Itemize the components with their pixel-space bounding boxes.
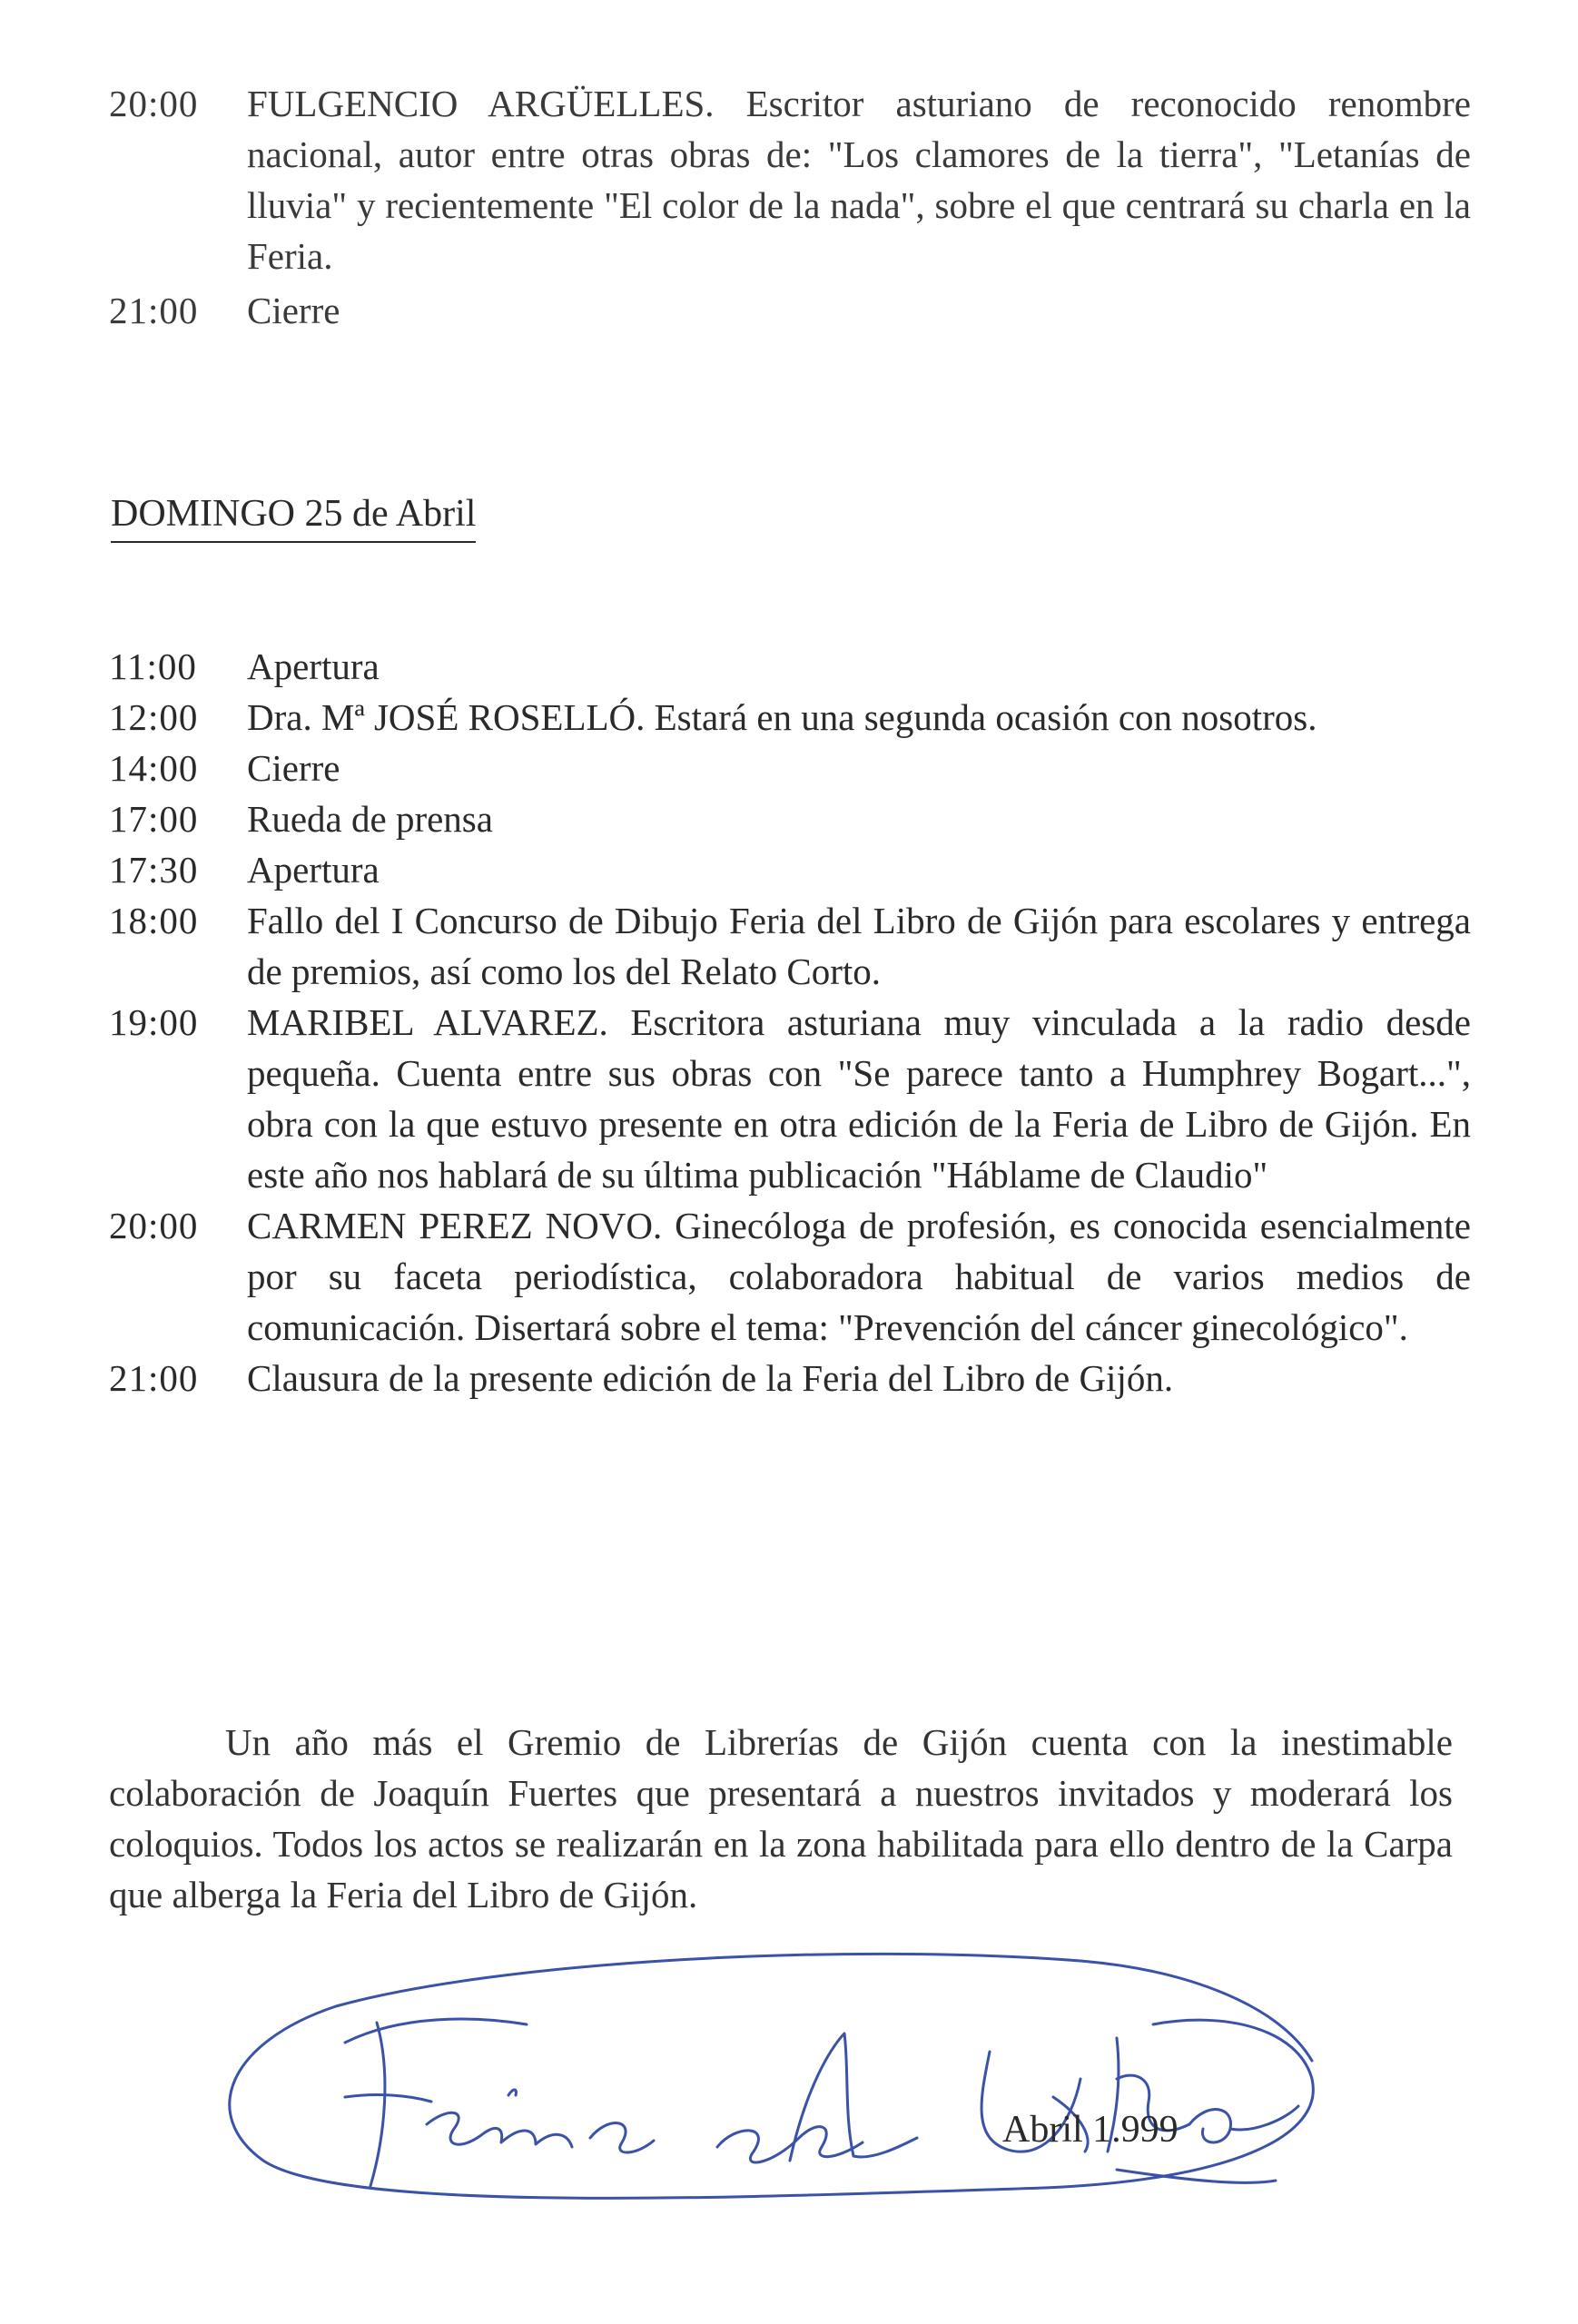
schedule-entry: [109, 1353, 1471, 1403]
entry-time: 21:00: [109, 1357, 199, 1399]
entry-time: 20:00: [109, 1205, 199, 1246]
entry-text: Rueda de prensa: [247, 798, 493, 840]
entry-time: 12:00: [109, 696, 199, 738]
schedule-entry: [109, 743, 1471, 793]
saturday-schedule: [109, 78, 1471, 336]
entry-text: Clausura de la presente edición de la Feria del Libro de Gijón.: [247, 1357, 1174, 1399]
entry-text: Fallo del I Concurso de Dibujo Feria del Libro de Gijón para escolares y entrega de premios, así como los del Relato Corto.: [247, 900, 1471, 992]
entry-text: MARIBEL ALVAREZ. Escritora asturiana muy vinculada a la radio desde pequeña. Cuenta entre sus obras con "Se parece tanto a Humphrey Bogart...", obra con la que estuvo presente en otra edición de la Feria de Libro de Gijón. En este año nos hablará de su última publicación "Háblame de Claudio": [247, 1001, 1471, 1196]
entry-time: 18:00: [109, 900, 199, 941]
entry-text: Cierre: [247, 747, 340, 789]
schedule-entry: [109, 78, 1471, 281]
entry-text: Cierre: [247, 290, 340, 331]
entry-time: 14:00: [109, 747, 199, 789]
schedule-entry: [109, 692, 1471, 743]
schedule-entry: [109, 895, 1471, 997]
entry-text: CARMEN PEREZ NOVO. Ginecóloga de profesión, es conocida esencialmente por su faceta periodística, colaboradora habitual de varios medios de comunicación. Disertará sobre el tema: "Prevención del cáncer ginecológico".: [247, 1205, 1471, 1348]
entry-time: 19:00: [109, 1001, 199, 1043]
sunday-schedule: [109, 641, 1471, 1403]
entry-text: Apertura: [247, 849, 380, 891]
entry-time: 20:00: [109, 83, 199, 124]
entry-text: FULGENCIO ARGÜELLES. Escritor asturiano de reconocido renombre nacional, autor entre otras obras de: "Los clamores de la tierra", "Letanías de lluvia" y recientemente "El color de la nada", sobre el que centrará su charla en la Feria.: [247, 83, 1471, 277]
entry-time: 11:00: [109, 645, 197, 687]
schedule-entry: [109, 1200, 1471, 1353]
entry-text: Apertura: [247, 645, 380, 687]
schedule-entry: [109, 793, 1471, 844]
day-heading: DOMINGO 25 de Abril: [111, 488, 476, 543]
entry-time: 17:00: [109, 798, 199, 840]
entry-time: 17:30: [109, 849, 199, 891]
closing-paragraph: Un año más el Gremio de Librerías de Gijón cuenta con la inestimable colaboración de Joaquín Fuertes que presentará a nuestros invitados y moderará los coloquios. Todos los actos se realizarán en la zona habilitada para ello dentro de la Carpa que alberga la Feria del Libro de Gijón.: [109, 1721, 1453, 1915]
entry-time: 21:00: [109, 290, 199, 331]
signature-icon: [209, 1943, 1353, 2215]
schedule-entry: [109, 285, 1471, 336]
schedule-entry: [109, 997, 1471, 1200]
schedule-entry: [109, 641, 1471, 692]
document-date: Abril 1.999: [1002, 2109, 1179, 2151]
schedule-entry: [109, 844, 1471, 895]
entry-text: Dra. Mª JOSÉ ROSELLÓ. Estará en una segunda ocasión con nosotros.: [247, 696, 1317, 738]
